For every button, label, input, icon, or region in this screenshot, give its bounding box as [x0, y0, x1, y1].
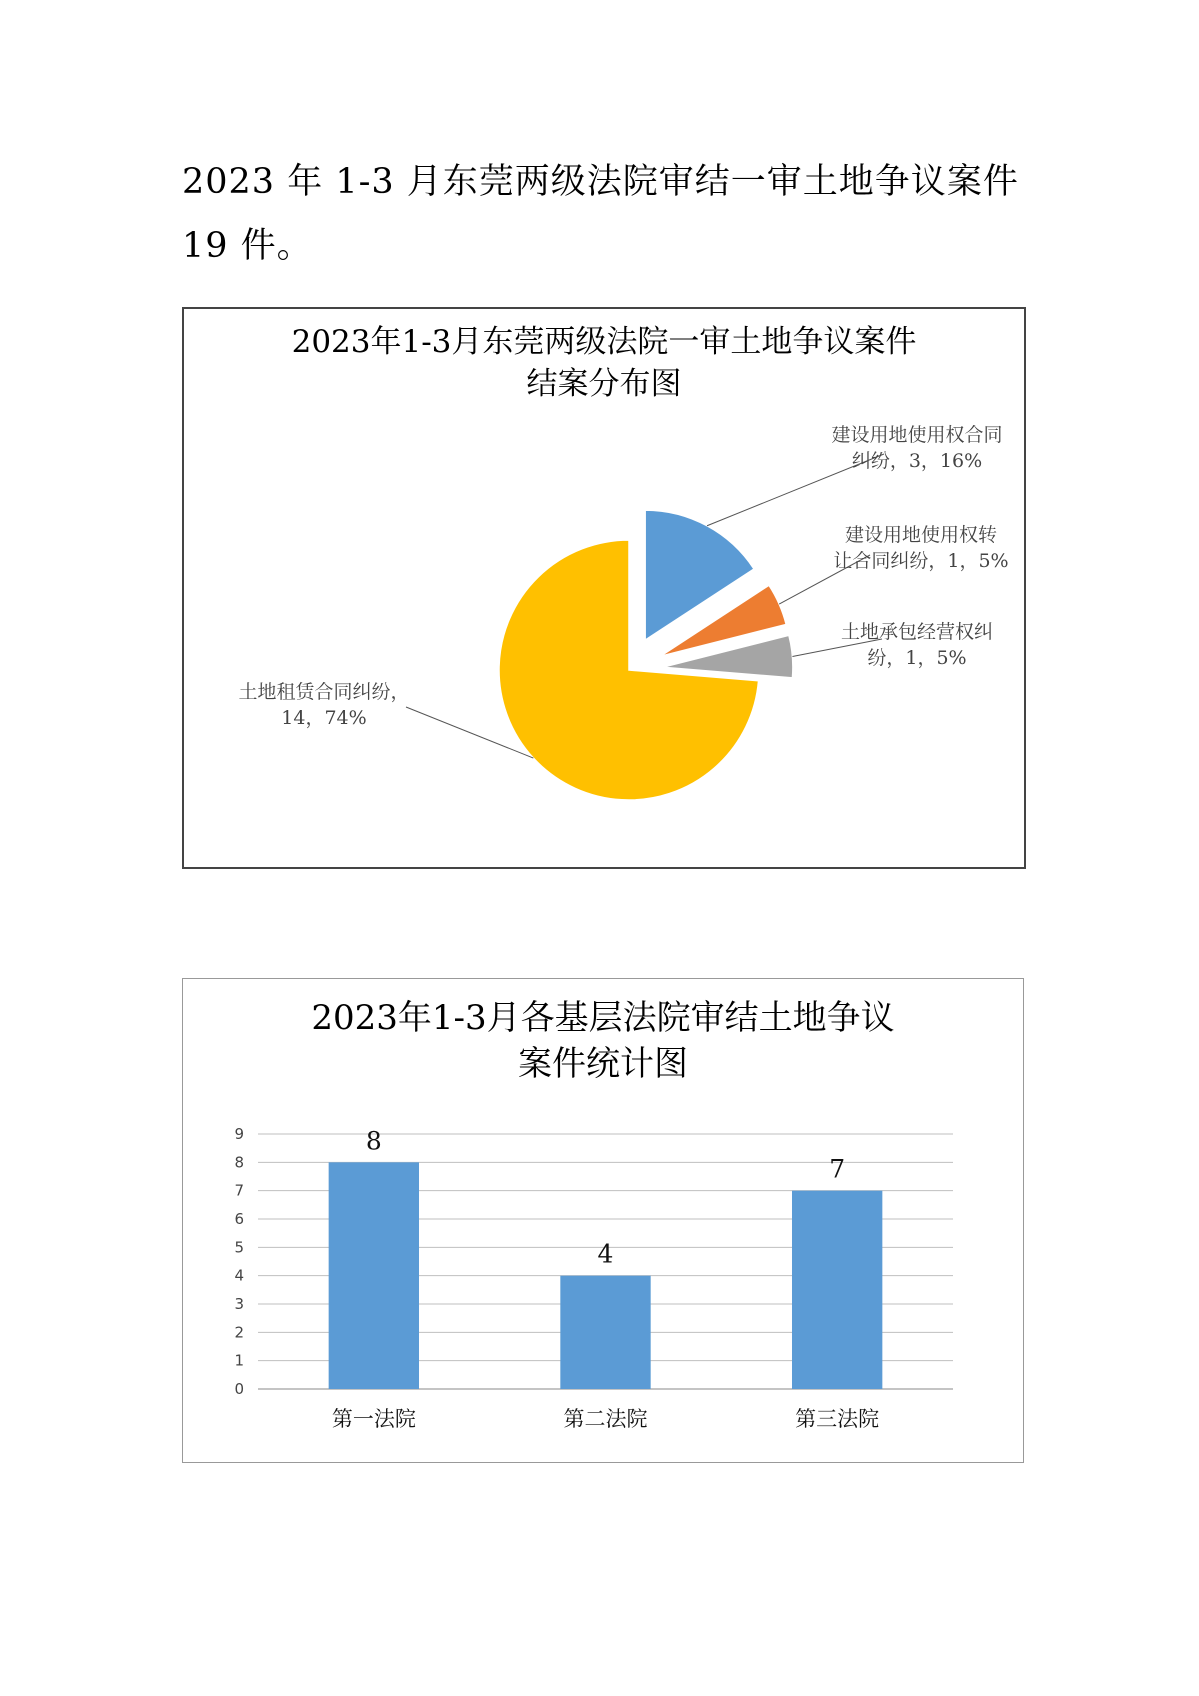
y-tick-label-3: 3	[234, 1295, 244, 1313]
intro-line-1: 2023 年 1-3 月东莞两级法院审结一审土地争议案件	[182, 162, 1019, 202]
y-tick-label-8: 8	[234, 1153, 244, 1172]
pie-chart	[184, 309, 1024, 867]
y-tick-label-2: 2	[234, 1323, 244, 1342]
bar-title-line-2: 案件统计图	[518, 1044, 688, 1084]
pie-title-line-1: 2023年1-3月东莞两级法院一审土地争议案件	[291, 324, 917, 360]
intro-line-2: 19 件。	[182, 226, 313, 266]
y-tick-label-6: 6	[234, 1210, 244, 1228]
y-tick-label-9: 9	[234, 1125, 244, 1143]
pie-slice-label-1-line-1: 建设用地使用权合同	[831, 424, 1003, 446]
bar-3	[792, 1191, 882, 1389]
pie-chart-panel	[182, 307, 1026, 869]
pie-slice-label-1-line-2: 纠纷，3，16%	[851, 450, 983, 472]
bar-value-label-2: 4	[597, 1239, 614, 1269]
pie-slice-label-2-line-1: 建设用地使用权转	[844, 524, 998, 546]
pie-slice-label-4-line-2: 14，74%	[281, 707, 367, 729]
y-tick-label-1: 1	[234, 1351, 244, 1370]
bar-chart-panel	[182, 978, 1024, 1463]
y-tick-label-0: 0	[234, 1380, 244, 1398]
pie-slice-label-3-line-2: 纷，1，5%	[867, 647, 967, 669]
x-category-label-2: 第二法院	[563, 1407, 648, 1431]
pie-title-line-2: 结案分布图	[526, 366, 682, 402]
intro-text	[182, 150, 1042, 278]
y-tick-label-5: 5	[234, 1238, 244, 1257]
x-category-label-1: 第一法院	[331, 1407, 416, 1431]
bar-title-line-1: 2023年1-3月各基层法院审结土地争议	[311, 998, 895, 1038]
pie-slice-label-3-line-1: 土地承包经营权纠	[840, 621, 994, 643]
bar-value-label-3: 7	[829, 1154, 846, 1184]
bar-2	[560, 1276, 650, 1389]
y-tick-label-4: 4	[234, 1266, 244, 1285]
pie-slice-label-2-line-2: 让合同纠纷，1，5%	[833, 550, 1009, 572]
bar-value-label-1: 8	[365, 1126, 382, 1156]
bar-1	[329, 1162, 419, 1389]
bar-chart	[183, 979, 1022, 1461]
y-tick-label-7: 7	[234, 1181, 244, 1200]
x-category-label-3: 第三法院	[795, 1407, 880, 1431]
pie-slice-label-4-line-1: 土地租赁合同纠纷，	[238, 681, 410, 703]
